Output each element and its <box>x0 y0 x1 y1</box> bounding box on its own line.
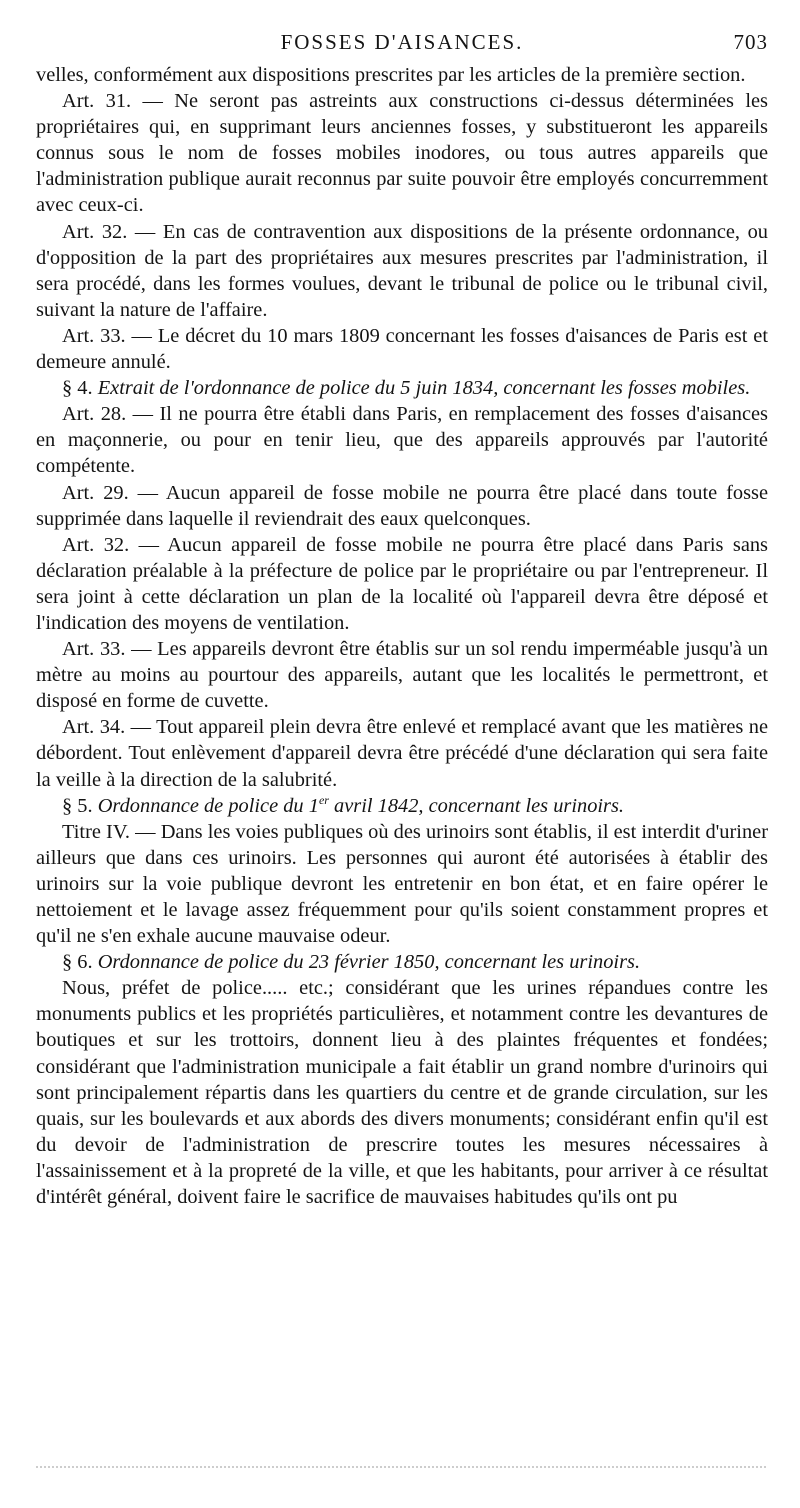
section-title: Extrait de l'ordonnance de police du 5 juin 1834, concernant les fosses mobiles. <box>97 377 751 400</box>
article-33-mobile: Art. 33. — Les appareils devront être établis sur un sol rendu imperméable jusqu'à un mètre au moins au pourtour des appareils, autant que les localités le permettront, et disposé en forme de cuvette. <box>36 638 768 713</box>
document-page <box>36 28 768 1210</box>
section-4-heading <box>36 375 768 401</box>
section-6-heading <box>36 949 768 975</box>
section-title-end: avril 1842, concernant les urinoirs. <box>334 794 625 817</box>
section-symbol: § 6. <box>62 951 93 974</box>
page-number: 703 <box>733 30 768 54</box>
article-32-mobile: Art. 32. — Aucun appareil de fosse mobile ne pourra être placé dans Paris sans déclaration préalable à la préfecture de police par le propriétaire ou par l'entrepreneur. Il sera joint à cette déclaration un plan de la localité où l'appareil devra être déposé et l'indication des moyens de ventilation. <box>36 533 768 634</box>
article-33: Art. 33. — Le décret du 10 mars 1809 concernant les fosses d'aisances de Paris est et demeure annulé. <box>36 324 768 374</box>
article-31: Art. 31. — Ne seront pas astreints aux constructions ci-dessus déterminées les propriétaires qui, en supprimant leurs anciennes fosses, y substitueront les appareils connus sous le nom de fosses mobiles inodores, ou tous autres appareils que l'administration publique aurait reconnus par suite pouvoir être employés concurremment avec ceux-ci. <box>36 90 768 217</box>
section-title: Ordonnance de police du 23 février 1850, concernant les urinoirs. <box>97 951 641 974</box>
paragraph-continuation: velles, conformément aux dispositions prescrites par les articles de la première section. <box>36 64 746 86</box>
section-symbol: § 4. <box>62 377 93 400</box>
titre-iv: Titre IV. — Dans les voies publiques où des urinoirs sont établis, il est interdit d'uriner ailleurs que dans ces urinoirs. Les personnes qui auront été autorisées à établir des urinoirs sur la voie publique devront les entretenir en bon état, et en faire opérer le nettoiement et le lavage assez fréquemment pour qu'ils soient constamment propres et qu'il ne s'en exhale aucune mauvaise odeur. <box>36 820 768 948</box>
ordinance-preamble: Nous, préfet de police..... etc.; considérant que les urines répandues contre les monuments publics et les propriétés particulières, et notamment contre les devantures de boutiques et sur les trottoirs, donnent lieu à des plaintes fréquentes et fondées; considérant que l'administration municipale a fait établir un grand nombre d'urinoirs qui sont principalement répartis dans les quartiers du centre et de grande circulation, sur les quais, sur les boulevards et aux abords des divers monuments; considérant enfin qu'il est du devoir de l'administration de prescrire toutes les mesures nécessaires à l'assainissement et à la propreté de la ville, et que les habitants, pour arriver à ce résultat d'intérêt général, doivent faire le sacrifice de mauvaises habitudes qu'ils ont pu <box>36 977 768 1209</box>
superscript: er <box>318 792 329 807</box>
article-29: Art. 29. — Aucun appareil de fosse mobile ne pourra être placé dans toute fosse supprimée dans laquelle il reviendrait des eaux quelconques. <box>36 481 768 530</box>
running-header <box>36 28 768 62</box>
section-symbol: § 5. <box>62 794 93 817</box>
document-body <box>36 62 768 1210</box>
running-title: FOSSES D'AISANCES. <box>280 30 524 54</box>
article-28: Art. 28. — Il ne pourra être établi dans Paris, en remplacement des fosses d'aisances en maçonnerie, ou pour en tenir lieu, que des appareils approuvés par l'autorité compétente. <box>36 403 768 478</box>
section-5-heading <box>36 793 768 819</box>
footer-rule <box>36 1466 766 1470</box>
section-title-start: Ordonnance de police du 1 <box>97 794 319 817</box>
article-32: Art. 32. — En cas de contravention aux dispositions de la présente ordonnance, ou d'opposition de la part des propriétaires aux mesures prescrites par l'administration, il sera procédé, dans les formes voulues, devant le tribunal de police ou le tribunal civil, suivant la nature de l'affaire. <box>36 220 768 321</box>
article-34: Art. 34. — Tout appareil plein devra être enlevé et remplacé avant que les matières ne débordent. Tout enlèvement d'appareil devra être précédé d'une déclaration qui sera faite la veille à la direction de la salubrité. <box>36 716 768 791</box>
